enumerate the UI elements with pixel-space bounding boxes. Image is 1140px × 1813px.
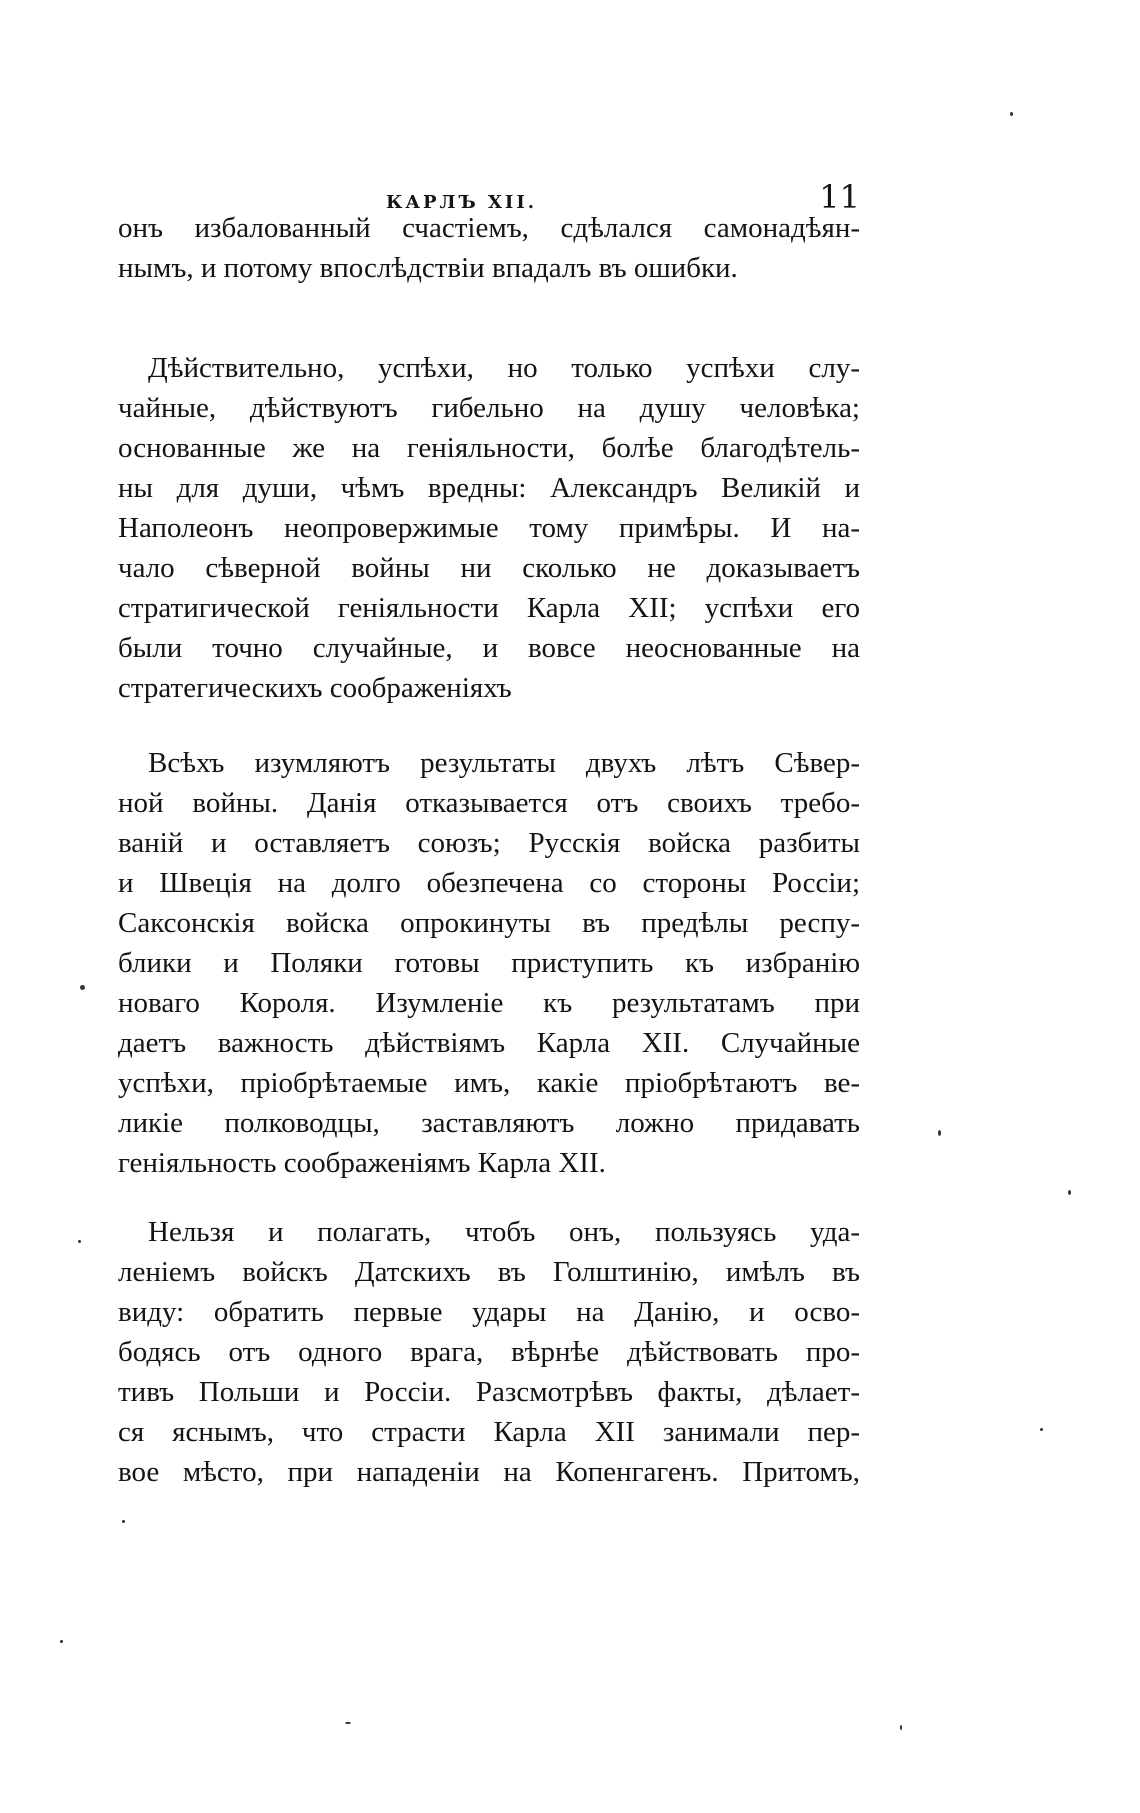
text-line: Всѣхъ изумляютъ результаты двухъ лѣтъ Сѣвер-	[148, 747, 860, 779]
text-line: Нельзя и полагать, чтобъ онъ, пользуясь уда-	[148, 1216, 860, 1248]
text-line: ваній и оставляетъ союзъ; Русскія войска разбиты	[118, 827, 860, 859]
paragraph-3	[118, 743, 860, 1183]
scan-speck	[345, 1722, 351, 1724]
text-line: нымъ, и потому впослѣдствіи впадалъ въ ошибки.	[118, 252, 738, 284]
text-line: успѣхи, пріобрѣтаемые имъ, какіе пріобрѣтаютъ ве-	[118, 1067, 860, 1099]
text-line: блики и Поляки готовы приступить къ избранію	[118, 947, 860, 979]
scan-speck	[122, 1520, 125, 1523]
text-line: ны для души, чѣмъ вредны: Александръ Великій и	[118, 472, 860, 504]
scan-speck	[1040, 1428, 1043, 1431]
text-line: вое мѣсто, при нападеніи на Копенгагенъ. Притомъ,	[118, 1456, 860, 1488]
running-title: КАРЛЪ XII.	[386, 192, 538, 213]
text-line: онъ избалованный счастіемъ, сдѣлался самонадѣян-	[118, 212, 860, 244]
text-line: новаго Короля. Изумленіе къ результатамъ при	[118, 987, 860, 1019]
page-number: 11	[819, 178, 860, 216]
scan-speck	[900, 1725, 902, 1730]
paragraph-1	[118, 208, 860, 288]
text-line: ной войны. Данія отказывается отъ своихъ требо-	[118, 787, 860, 819]
text-line: бодясь отъ одного врага, вѣрнѣе дѣйствовать про-	[118, 1336, 860, 1368]
text-line: стратигической геніяльности Карла XII; успѣхи его	[118, 592, 860, 624]
text-line: чайные, дѣйствуютъ гибельно на душу человѣка;	[118, 392, 860, 424]
text-line: ликіе полководцы, заставляютъ ложно придавать	[118, 1107, 860, 1139]
scan-speck	[938, 1130, 941, 1136]
text-line: Наполеонъ неопровержимые тому примѣры. И на-	[118, 512, 860, 544]
text-line: Дѣйствительно, успѣхи, но только успѣхи слу-	[148, 352, 860, 384]
text-line: даетъ важность дѣйствіямъ Карла XII. Случайные	[118, 1027, 860, 1059]
text-line: стратегическихъ соображеніяхъ	[118, 672, 512, 704]
scan-speck	[60, 1640, 63, 1643]
text-line: леніемъ войскъ Датскихъ въ Голштинію, имѣлъ въ	[118, 1256, 860, 1288]
text-line: ся яснымъ, что страсти Карла XII занимали пер-	[118, 1416, 860, 1448]
text-line: были точно случайные, и вовсе неоснованные на	[118, 632, 860, 664]
text-line: тивъ Польши и Россіи. Разсмотрѣвъ факты, дѣлает-	[118, 1376, 860, 1408]
text-line: геніяльность соображеніямъ Карла XII.	[118, 1147, 606, 1179]
scan-speck	[1010, 112, 1013, 116]
text-line: и Швеція на долго обезпечена со стороны Россіи;	[118, 867, 860, 899]
scan-speck	[80, 985, 85, 990]
scan-speck	[1068, 1190, 1071, 1195]
paragraph-4	[118, 1212, 860, 1492]
text-line: Саксонскія войска опрокинуты въ предѣлы респу-	[118, 907, 860, 939]
text-line: виду: обратить первые удары на Данію, и осво-	[118, 1296, 860, 1328]
text-line: чало сѣверной войны ни сколько не доказываетъ	[118, 552, 860, 584]
text-line: основанные же на геніяльности, болѣе благодѣтель-	[118, 432, 860, 464]
scan-speck	[78, 1240, 81, 1243]
paragraph-2	[118, 348, 860, 708]
